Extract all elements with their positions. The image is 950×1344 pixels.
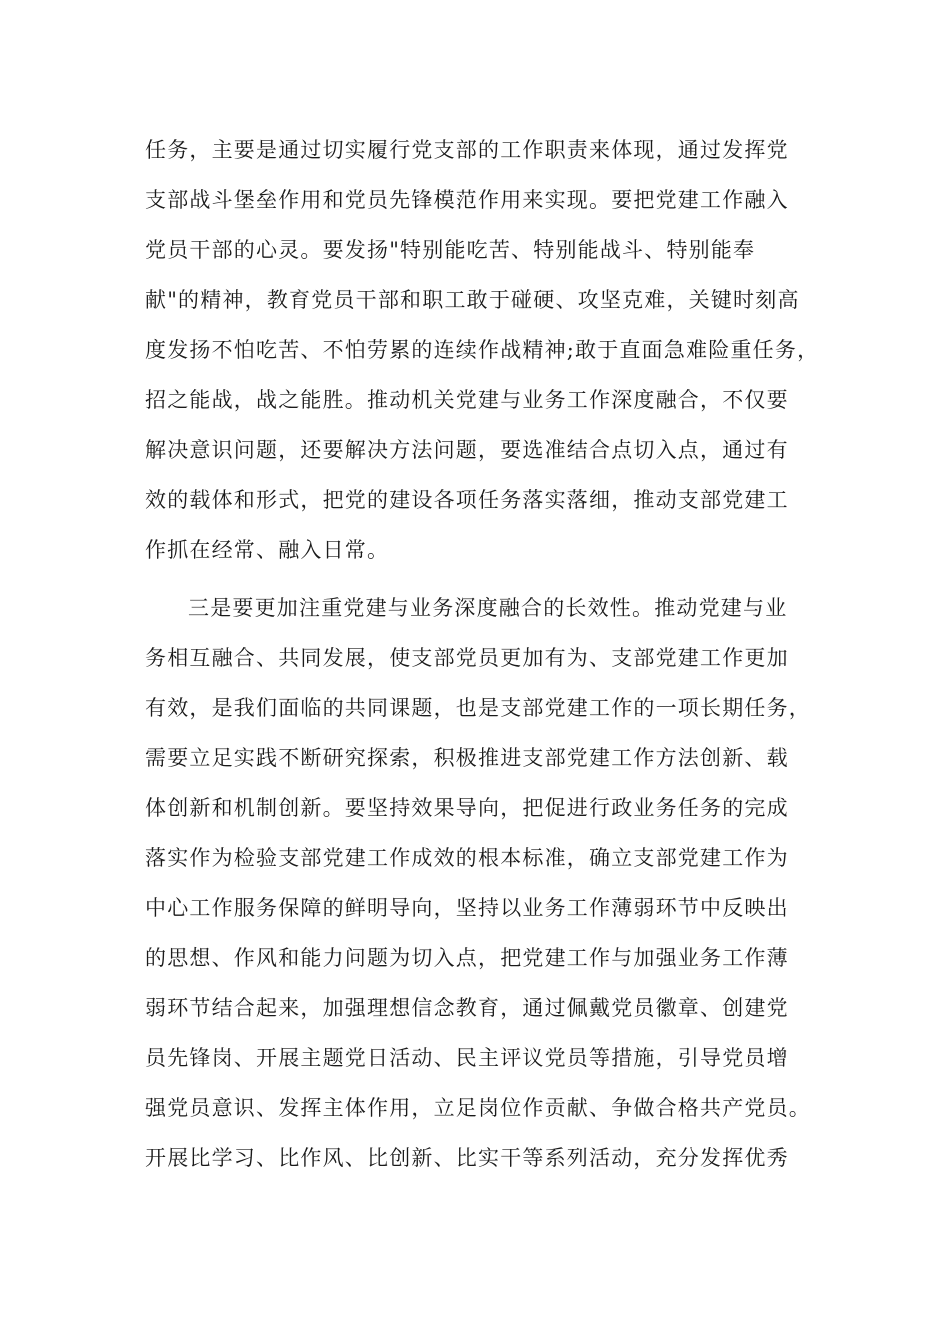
text-line: 支部战斗堡垒作用和党员先锋模范作用来实现。要把党建工作融入 <box>145 188 789 212</box>
text-line: 体创新和机制创新。要坚持效果导向，把促进行政业务任务的完成 <box>145 796 789 820</box>
text-line: 效的载体和形式，把党的建设各项任务落实落细，推动支部党建工 <box>145 488 789 512</box>
text-line: 任务，主要是通过切实履行党支部的工作职责来体现，通过发挥党 <box>145 138 789 162</box>
text-line: 的思想、作风和能力问题为切入点，把党建工作与加强业务工作薄 <box>145 946 789 970</box>
text-line: 解决意识问题，还要解决方法问题，要选准结合点切入点，通过有 <box>145 438 789 462</box>
text-line: 弱环节结合起来，加强理想信念教育，通过佩戴党员徽章、创建党 <box>145 996 789 1020</box>
text-line: 员先锋岗、开展主题党日活动、民主评议党员等措施，引导党员增 <box>145 1046 789 1070</box>
text-line: 开展比学习、比作风、比创新、比实干等系列活动，充分发挥优秀 <box>145 1146 789 1170</box>
text-line: 度发扬不怕吃苦、不怕劳累的连续作战精神;敢于直面急难险重任务， <box>145 338 820 362</box>
text-line: 强党员意识、发挥主体作用，立足岗位作贡献、争做合格共产党员。 <box>145 1096 811 1120</box>
text-line: 中心工作服务保障的鲜明导向，坚持以业务工作薄弱环节中反映出 <box>145 896 789 920</box>
text-line: 有效，是我们面临的共同课题，也是支部党建工作的一项长期任务， <box>145 696 811 720</box>
text-line: 需要立足实践不断研究探索，积极推进支部党建工作方法创新、载 <box>145 746 789 770</box>
text-line: 务相互融合、共同发展，使支部党员更加有为、支部党建工作更加 <box>145 646 789 670</box>
text-line: 三是要更加注重党建与业务深度融合的长效性。推动党建与业 <box>188 596 788 620</box>
text-line: 作抓在经常、融入日常。 <box>145 538 390 562</box>
text-line: 落实作为检验支部党建工作成效的根本标准，确立支部党建工作为 <box>145 846 789 870</box>
text-line: 献"的精神，教育党员干部和职工敢于碰硬、攻坚克难，关键时刻高 <box>145 288 800 312</box>
text-line: 招之能战，战之能胜。推动机关党建与业务工作深度融合，不仅要 <box>145 388 789 412</box>
text-line: 党员干部的心灵。要发扬"特别能吃苦、特别能战斗、特别能奉 <box>145 238 756 262</box>
